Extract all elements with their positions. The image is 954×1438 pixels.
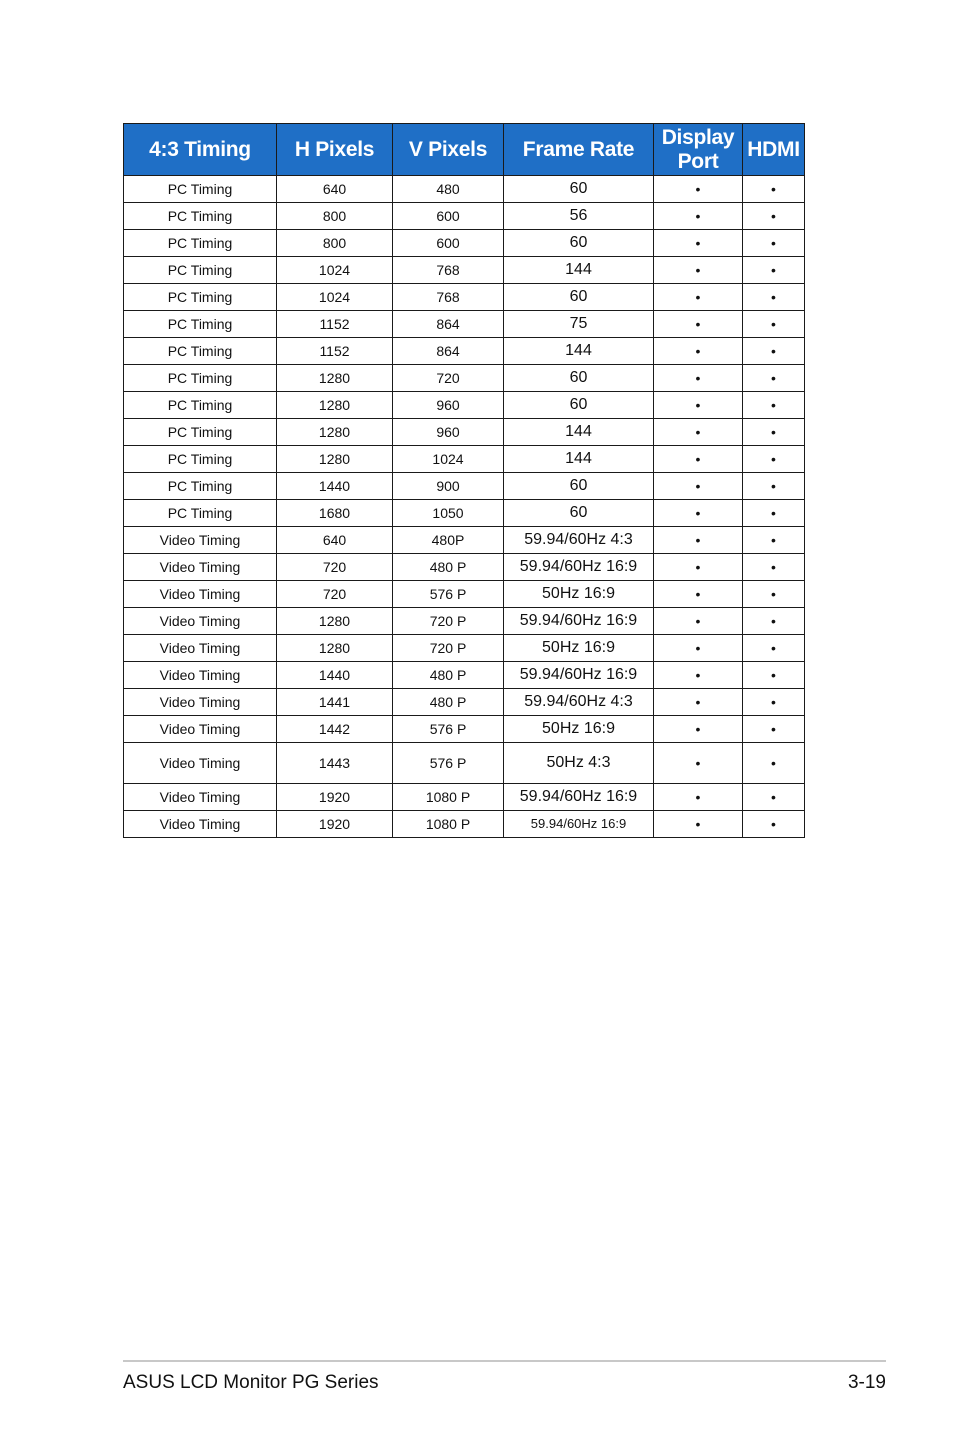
hdmi-cell: • bbox=[743, 284, 805, 311]
table-row bbox=[124, 608, 805, 635]
table-row bbox=[124, 527, 805, 554]
v-pixels-cell: 900 bbox=[393, 473, 504, 500]
footer-title: ASUS LCD Monitor PG Series bbox=[123, 1372, 379, 1393]
h-pixels-cell: 720 bbox=[277, 554, 393, 581]
v-pixels-cell: 960 bbox=[393, 392, 504, 419]
footer-page-number: 3-19 bbox=[847, 1372, 886, 1393]
h-pixels-cell: 1152 bbox=[277, 338, 393, 365]
frame-rate-cell: 59.94/60Hz 16:9 bbox=[504, 608, 654, 635]
timing-cell: PC Timing bbox=[124, 446, 277, 473]
display-port-cell: • bbox=[654, 662, 743, 689]
hdmi-cell: • bbox=[743, 527, 805, 554]
timing-cell: PC Timing bbox=[124, 257, 277, 284]
display-port-cell: • bbox=[654, 419, 743, 446]
frame-rate-cell: 59.94/60Hz 16:9 bbox=[504, 811, 654, 838]
timing-cell: Video Timing bbox=[124, 743, 277, 784]
h-pixels-cell: 1280 bbox=[277, 608, 393, 635]
display-port-cell: • bbox=[654, 635, 743, 662]
display-port-cell: • bbox=[654, 203, 743, 230]
table-row bbox=[124, 811, 805, 838]
hdmi-cell: • bbox=[743, 230, 805, 257]
table-row bbox=[124, 716, 805, 743]
v-pixels-cell: 720 P bbox=[393, 608, 504, 635]
v-pixels-cell: 864 bbox=[393, 338, 504, 365]
header-timing: 4:3 Timing bbox=[124, 124, 277, 176]
h-pixels-cell: 1442 bbox=[277, 716, 393, 743]
timing-cell: PC Timing bbox=[124, 473, 277, 500]
h-pixels-cell: 1024 bbox=[277, 284, 393, 311]
timing-cell: PC Timing bbox=[124, 365, 277, 392]
v-pixels-cell: 480 bbox=[393, 176, 504, 203]
hdmi-cell: • bbox=[743, 338, 805, 365]
frame-rate-cell: 144 bbox=[504, 338, 654, 365]
timing-cell: Video Timing bbox=[124, 608, 277, 635]
display-port-cell: • bbox=[654, 554, 743, 581]
table-header bbox=[124, 124, 805, 176]
display-port-cell: • bbox=[654, 338, 743, 365]
header-frame-rate: Frame Rate bbox=[504, 124, 654, 176]
display-port-cell: • bbox=[654, 527, 743, 554]
hdmi-cell: • bbox=[743, 203, 805, 230]
table-row bbox=[124, 392, 805, 419]
table-row bbox=[124, 176, 805, 203]
frame-rate-cell: 50Hz 16:9 bbox=[504, 716, 654, 743]
timing-cell: PC Timing bbox=[124, 284, 277, 311]
table-row bbox=[124, 446, 805, 473]
frame-rate-cell: 60 bbox=[504, 392, 654, 419]
display-port-cell: • bbox=[654, 581, 743, 608]
frame-rate-cell: 60 bbox=[504, 500, 654, 527]
table-row bbox=[124, 230, 805, 257]
v-pixels-cell: 480P bbox=[393, 527, 504, 554]
hdmi-cell: • bbox=[743, 365, 805, 392]
table-row bbox=[124, 284, 805, 311]
h-pixels-cell: 1152 bbox=[277, 311, 393, 338]
h-pixels-cell: 640 bbox=[277, 527, 393, 554]
hdmi-cell: • bbox=[743, 784, 805, 811]
h-pixels-cell: 720 bbox=[277, 581, 393, 608]
table-row bbox=[124, 311, 805, 338]
hdmi-cell: • bbox=[743, 635, 805, 662]
display-port-cell: • bbox=[654, 311, 743, 338]
display-port-cell: • bbox=[654, 257, 743, 284]
display-port-cell: • bbox=[654, 743, 743, 784]
timing-cell: Video Timing bbox=[124, 662, 277, 689]
table-row bbox=[124, 473, 805, 500]
timing-cell: PC Timing bbox=[124, 338, 277, 365]
frame-rate-cell: 60 bbox=[504, 473, 654, 500]
h-pixels-cell: 1280 bbox=[277, 446, 393, 473]
display-port-cell: • bbox=[654, 716, 743, 743]
frame-rate-cell: 59.94/60Hz 4:3 bbox=[504, 689, 654, 716]
table-row bbox=[124, 500, 805, 527]
timing-cell: PC Timing bbox=[124, 500, 277, 527]
display-port-cell: • bbox=[654, 446, 743, 473]
v-pixels-cell: 1080 P bbox=[393, 784, 504, 811]
table-row bbox=[124, 365, 805, 392]
timing-table bbox=[123, 123, 805, 838]
v-pixels-cell: 960 bbox=[393, 419, 504, 446]
h-pixels-cell: 1024 bbox=[277, 257, 393, 284]
v-pixels-cell: 576 P bbox=[393, 716, 504, 743]
frame-rate-cell: 60 bbox=[504, 365, 654, 392]
display-port-cell: • bbox=[654, 784, 743, 811]
table-body bbox=[124, 176, 805, 838]
display-port-cell: • bbox=[654, 811, 743, 838]
hdmi-cell: • bbox=[743, 716, 805, 743]
table-row bbox=[124, 203, 805, 230]
hdmi-cell: • bbox=[743, 392, 805, 419]
display-port-cell: • bbox=[654, 392, 743, 419]
v-pixels-cell: 480 P bbox=[393, 689, 504, 716]
v-pixels-cell: 576 P bbox=[393, 581, 504, 608]
hdmi-cell: • bbox=[743, 581, 805, 608]
v-pixels-cell: 576 P bbox=[393, 743, 504, 784]
v-pixels-cell: 480 P bbox=[393, 662, 504, 689]
frame-rate-cell: 60 bbox=[504, 230, 654, 257]
h-pixels-cell: 1680 bbox=[277, 500, 393, 527]
timing-cell: Video Timing bbox=[124, 811, 277, 838]
frame-rate-cell: 144 bbox=[504, 419, 654, 446]
h-pixels-cell: 800 bbox=[277, 203, 393, 230]
display-port-cell: • bbox=[654, 500, 743, 527]
v-pixels-cell: 1050 bbox=[393, 500, 504, 527]
h-pixels-cell: 1440 bbox=[277, 473, 393, 500]
h-pixels-cell: 1280 bbox=[277, 392, 393, 419]
h-pixels-cell: 640 bbox=[277, 176, 393, 203]
display-port-cell: • bbox=[654, 473, 743, 500]
table-row bbox=[124, 635, 805, 662]
hdmi-cell: • bbox=[743, 608, 805, 635]
table-row bbox=[124, 784, 805, 811]
timing-cell: Video Timing bbox=[124, 716, 277, 743]
display-port-cell: • bbox=[654, 284, 743, 311]
h-pixels-cell: 800 bbox=[277, 230, 393, 257]
timing-cell: PC Timing bbox=[124, 230, 277, 257]
frame-rate-cell: 60 bbox=[504, 176, 654, 203]
table-row bbox=[124, 662, 805, 689]
timing-cell: Video Timing bbox=[124, 784, 277, 811]
timing-cell: Video Timing bbox=[124, 635, 277, 662]
h-pixels-cell: 1920 bbox=[277, 784, 393, 811]
h-pixels-cell: 1443 bbox=[277, 743, 393, 784]
frame-rate-cell: 59.94/60Hz 16:9 bbox=[504, 784, 654, 811]
hdmi-cell: • bbox=[743, 662, 805, 689]
header-display-port: Display Port bbox=[654, 124, 743, 176]
frame-rate-cell: 50Hz 16:9 bbox=[504, 581, 654, 608]
timing-cell: PC Timing bbox=[124, 392, 277, 419]
frame-rate-cell: 59.94/60Hz 4:3 bbox=[504, 527, 654, 554]
table-row bbox=[124, 581, 805, 608]
v-pixels-cell: 480 P bbox=[393, 554, 504, 581]
timing-cell: PC Timing bbox=[124, 311, 277, 338]
display-port-cell: • bbox=[654, 230, 743, 257]
hdmi-cell: • bbox=[743, 446, 805, 473]
hdmi-cell: • bbox=[743, 473, 805, 500]
frame-rate-cell: 144 bbox=[504, 257, 654, 284]
v-pixels-cell: 720 P bbox=[393, 635, 504, 662]
timing-cell: Video Timing bbox=[124, 527, 277, 554]
table-row bbox=[124, 743, 805, 784]
hdmi-cell: • bbox=[743, 257, 805, 284]
frame-rate-cell: 56 bbox=[504, 203, 654, 230]
table-row bbox=[124, 257, 805, 284]
header-h-pixels: H Pixels bbox=[277, 124, 393, 176]
hdmi-cell: • bbox=[743, 419, 805, 446]
v-pixels-cell: 720 bbox=[393, 365, 504, 392]
frame-rate-cell: 144 bbox=[504, 446, 654, 473]
timing-cell: PC Timing bbox=[124, 203, 277, 230]
header-v-pixels: V Pixels bbox=[393, 124, 504, 176]
timing-cell: PC Timing bbox=[124, 419, 277, 446]
h-pixels-cell: 1440 bbox=[277, 662, 393, 689]
v-pixels-cell: 768 bbox=[393, 257, 504, 284]
hdmi-cell: • bbox=[743, 554, 805, 581]
display-port-cell: • bbox=[654, 365, 743, 392]
h-pixels-cell: 1280 bbox=[277, 635, 393, 662]
hdmi-cell: • bbox=[743, 176, 805, 203]
hdmi-cell: • bbox=[743, 743, 805, 784]
timing-cell: Video Timing bbox=[124, 581, 277, 608]
hdmi-cell: • bbox=[743, 689, 805, 716]
header-hdmi: HDMI bbox=[743, 124, 805, 176]
v-pixels-cell: 864 bbox=[393, 311, 504, 338]
footer-rule bbox=[123, 1360, 886, 1362]
timing-cell: Video Timing bbox=[124, 689, 277, 716]
header-row bbox=[124, 124, 805, 176]
hdmi-cell: • bbox=[743, 500, 805, 527]
h-pixels-cell: 1280 bbox=[277, 365, 393, 392]
v-pixels-cell: 600 bbox=[393, 230, 504, 257]
timing-cell: PC Timing bbox=[124, 176, 277, 203]
table-row bbox=[124, 338, 805, 365]
frame-rate-cell: 59.94/60Hz 16:9 bbox=[504, 554, 654, 581]
table-row bbox=[124, 554, 805, 581]
display-port-cell: • bbox=[654, 176, 743, 203]
v-pixels-cell: 600 bbox=[393, 203, 504, 230]
frame-rate-cell: 75 bbox=[504, 311, 654, 338]
table-row bbox=[124, 419, 805, 446]
v-pixels-cell: 768 bbox=[393, 284, 504, 311]
hdmi-cell: • bbox=[743, 311, 805, 338]
v-pixels-cell: 1024 bbox=[393, 446, 504, 473]
table-row bbox=[124, 689, 805, 716]
display-port-cell: • bbox=[654, 689, 743, 716]
frame-rate-cell: 59.94/60Hz 16:9 bbox=[504, 662, 654, 689]
h-pixels-cell: 1280 bbox=[277, 419, 393, 446]
timing-cell: Video Timing bbox=[124, 554, 277, 581]
v-pixels-cell: 1080 P bbox=[393, 811, 504, 838]
hdmi-cell: • bbox=[743, 811, 805, 838]
frame-rate-cell: 50Hz 4:3 bbox=[504, 743, 654, 784]
h-pixels-cell: 1441 bbox=[277, 689, 393, 716]
display-port-cell: • bbox=[654, 608, 743, 635]
h-pixels-cell: 1920 bbox=[277, 811, 393, 838]
frame-rate-cell: 50Hz 16:9 bbox=[504, 635, 654, 662]
frame-rate-cell: 60 bbox=[504, 284, 654, 311]
